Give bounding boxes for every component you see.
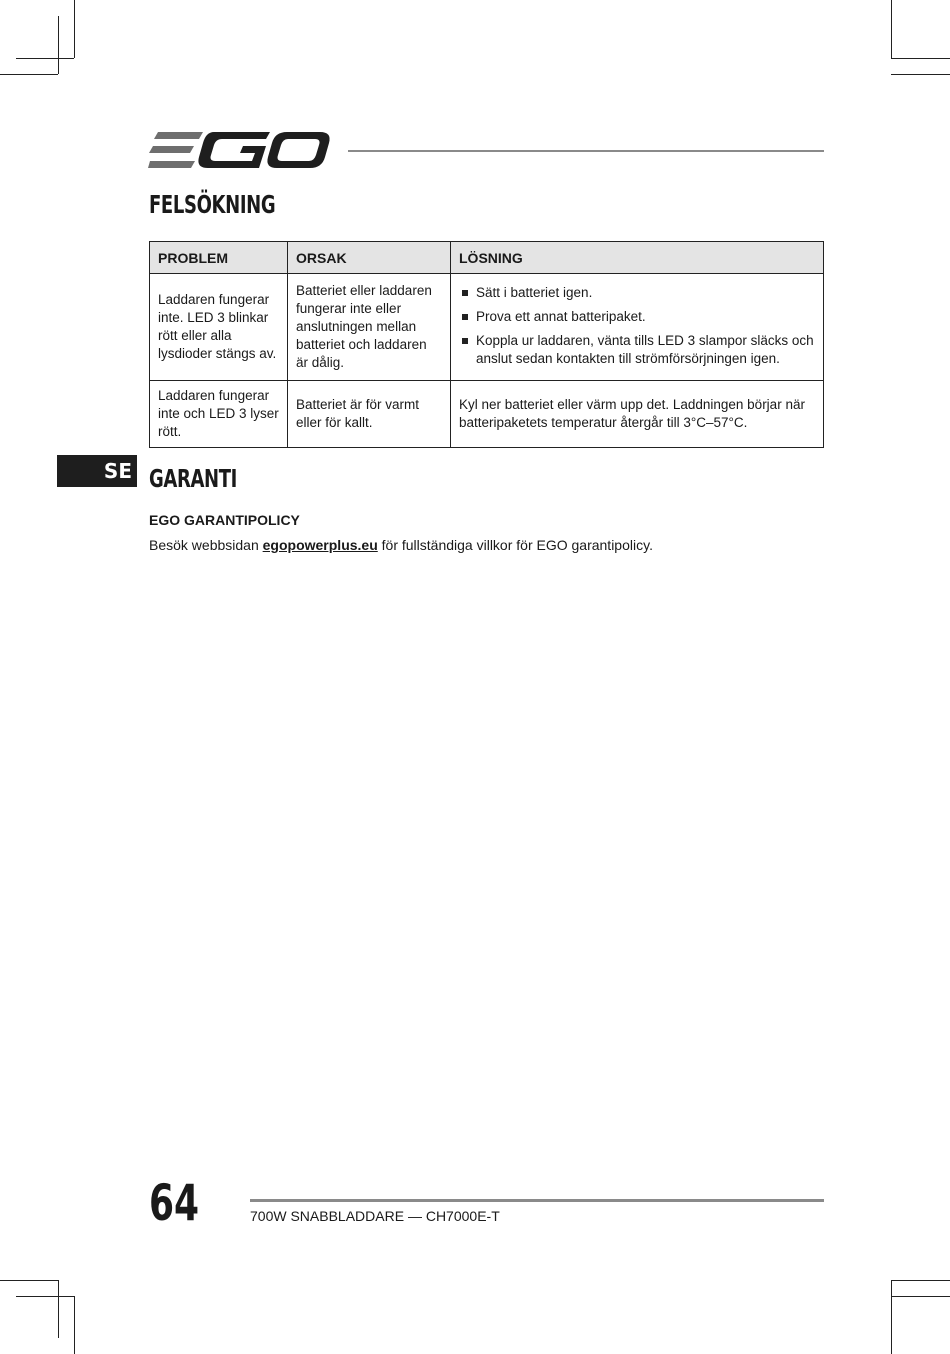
solution-text: Prova ett annat batteripaket.	[476, 309, 646, 324]
crop-mark	[891, 1296, 950, 1297]
footer-rule	[250, 1199, 824, 1202]
troubleshooting-title: FELSÖKNING	[149, 190, 276, 219]
square-bullet-icon	[462, 290, 468, 296]
crop-mark	[891, 1280, 892, 1354]
crop-mark	[16, 1296, 74, 1297]
crop-mark	[74, 1296, 75, 1354]
warranty-text-before: Besök webbsidan	[149, 537, 263, 553]
table-header-row	[150, 242, 824, 274]
crop-mark	[58, 1280, 59, 1338]
problem-cell: Laddaren fungerar inte. LED 3 blinkar rött eller alla lysdioder stängs av.	[150, 274, 288, 381]
header-solution: LÖSNING	[451, 242, 824, 274]
square-bullet-icon	[462, 314, 468, 320]
language-tab: SE	[57, 455, 137, 487]
crop-mark	[891, 1280, 950, 1281]
troubleshooting-table	[149, 241, 824, 448]
list-item	[459, 332, 815, 368]
crop-mark	[74, 0, 75, 58]
problem-cell: Laddaren fungerar inte och LED 3 lyser rött.	[150, 381, 288, 448]
solution-list	[459, 284, 815, 368]
crop-mark	[0, 74, 58, 75]
warranty-text-after: för fullständiga villkor för EGO garantipolicy.	[377, 537, 653, 553]
cause-cell: Batteriet är för varmt eller för kallt.	[288, 381, 451, 448]
solution-text: Sätt i batteriet igen.	[476, 285, 593, 300]
warranty-title: GARANTI	[149, 464, 238, 493]
footer-product: 700W SNABBLADDARE — CH7000E-T	[250, 1208, 500, 1224]
list-item	[459, 284, 815, 302]
page-number: 64	[149, 1174, 200, 1232]
solution-text: Koppla ur laddaren, vänta tills LED 3 slampor släcks och anslut sedan kontakten till strömförsörjningen igen.	[476, 333, 814, 366]
solution-cell: Kyl ner batteriet eller värm upp det. Laddningen börjar när batteripaketets temperatur återgår till 3°C–57°C.	[451, 381, 824, 448]
list-item	[459, 308, 815, 326]
cause-cell: Batteriet eller laddaren fungerar inte eller anslutningen mellan batteriet och laddaren är dålig.	[288, 274, 451, 381]
warranty-link[interactable]: egopowerplus.eu	[262, 537, 378, 553]
crop-mark	[891, 58, 950, 59]
square-bullet-icon	[462, 338, 468, 344]
crop-mark	[16, 58, 74, 59]
crop-mark	[0, 1280, 58, 1281]
crop-mark	[58, 16, 59, 74]
warranty-text	[149, 536, 653, 554]
ego-logo	[148, 128, 332, 172]
header-problem: PROBLEM	[150, 242, 288, 274]
solution-cell	[451, 274, 824, 381]
crop-mark	[891, 0, 892, 58]
header-cause: ORSAK	[288, 242, 451, 274]
header-rule	[348, 150, 824, 152]
crop-mark	[891, 74, 950, 75]
table-row	[150, 274, 824, 381]
warranty-subheading: EGO GARANTIPOLICY	[149, 512, 300, 528]
table-row	[150, 381, 824, 448]
